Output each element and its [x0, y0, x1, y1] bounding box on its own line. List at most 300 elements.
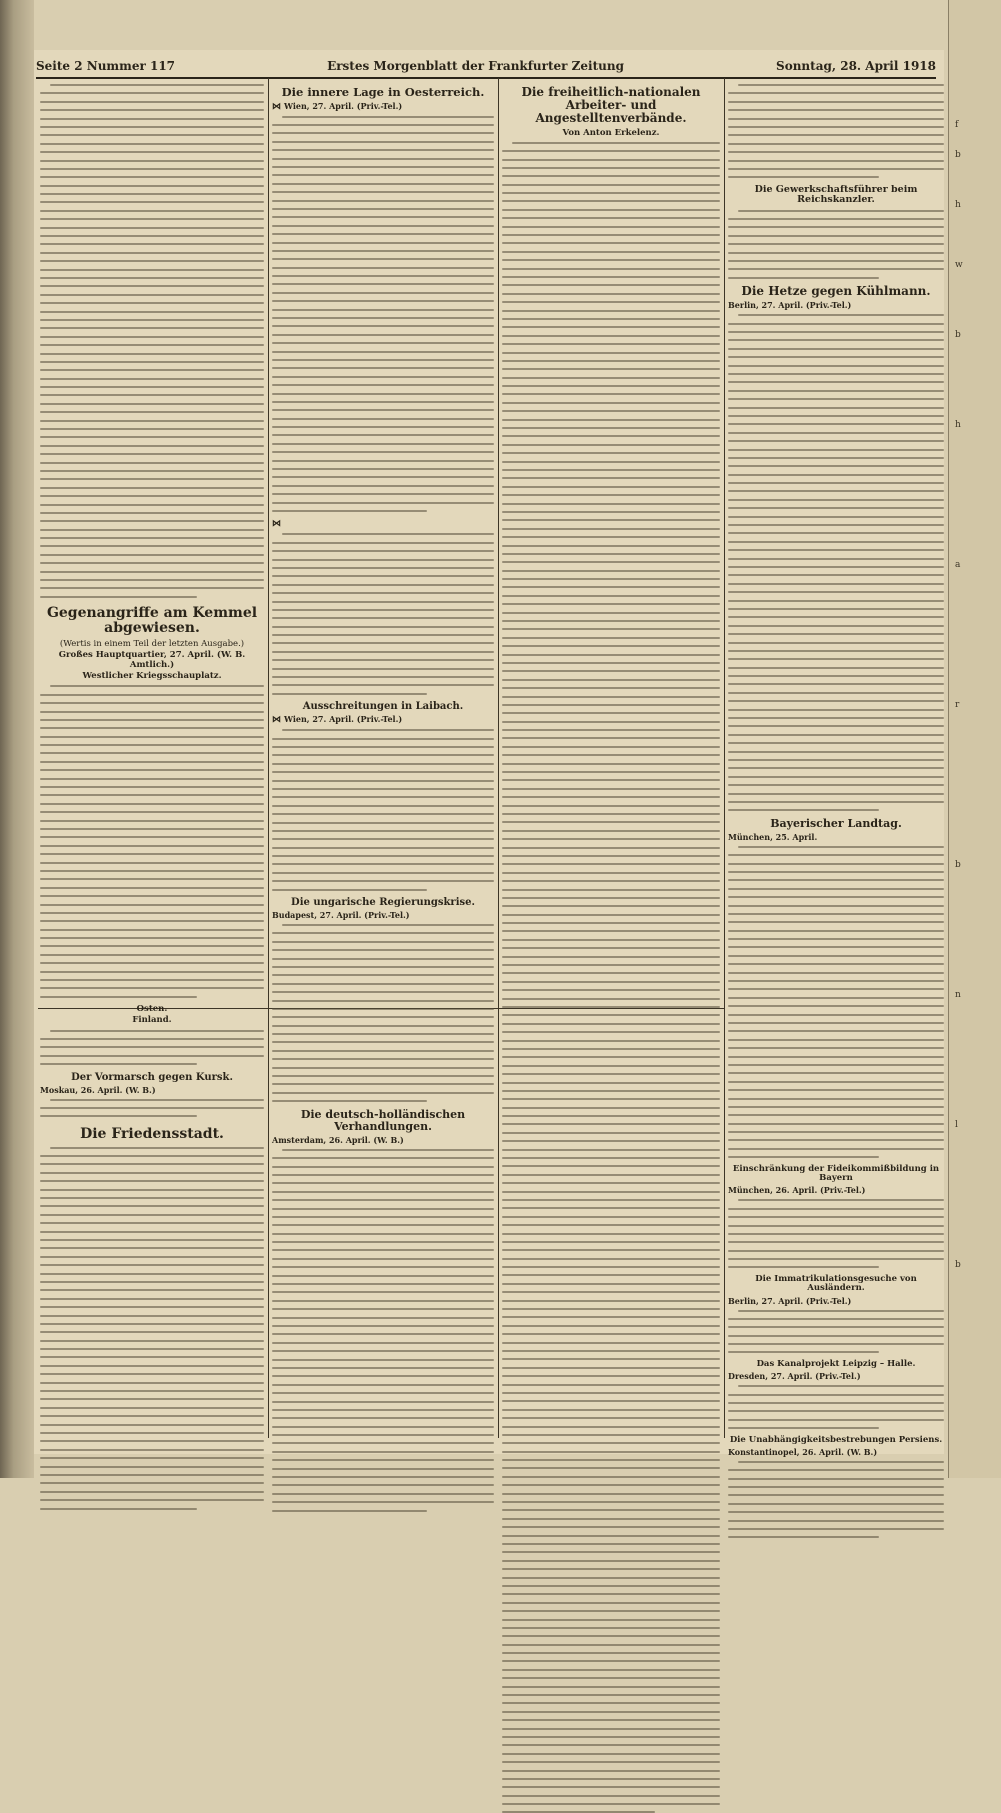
text-line — [502, 1342, 720, 1344]
text-line — [728, 226, 944, 228]
text-line — [40, 1055, 264, 1057]
text-line — [502, 553, 720, 555]
text-line — [272, 796, 494, 798]
text-line — [502, 603, 720, 605]
text-line — [272, 771, 494, 773]
text-line — [40, 445, 264, 447]
text-line — [40, 344, 264, 346]
text-line — [502, 159, 720, 161]
text-line — [728, 997, 944, 999]
text-line — [502, 1090, 720, 1092]
text-line — [40, 436, 264, 438]
text-line — [502, 712, 720, 714]
text-line — [272, 872, 494, 874]
text-line — [272, 626, 494, 628]
column-rule — [498, 78, 499, 1438]
text-line — [272, 1510, 427, 1512]
text-line — [502, 637, 720, 639]
text-line — [40, 820, 264, 822]
text-line — [40, 1499, 264, 1501]
text-line — [40, 719, 264, 721]
text-line — [728, 541, 944, 543]
text-line — [40, 1205, 264, 1207]
text-line — [40, 512, 264, 514]
text-line — [40, 1356, 264, 1358]
text-line — [502, 1216, 720, 1218]
issue-date: Sonntag, 28. April 1918 — [776, 59, 936, 73]
text-line — [728, 1089, 944, 1091]
text-line — [502, 1711, 720, 1713]
text-line — [502, 1006, 720, 1008]
text-line — [502, 1434, 720, 1436]
text-line — [40, 1163, 264, 1165]
text-line — [272, 932, 494, 934]
text-line — [272, 1191, 494, 1193]
text-line — [272, 601, 494, 603]
text-line — [502, 905, 720, 907]
text-line — [272, 174, 494, 176]
text-line — [272, 309, 494, 311]
text-line — [502, 779, 720, 781]
text-line — [40, 1491, 264, 1493]
text-line — [502, 1023, 720, 1025]
text-line — [40, 1180, 264, 1182]
text-line — [40, 1046, 264, 1048]
text-line — [40, 537, 264, 539]
text-line — [502, 696, 720, 698]
text-line — [272, 830, 494, 832]
text-line — [502, 586, 720, 588]
text-line — [502, 578, 720, 580]
subheadline: (Wertis in einem Teil der letzten Ausgabe.) — [59, 638, 245, 649]
text-line — [502, 1744, 720, 1746]
dateline: München, 25. April. — [728, 831, 818, 842]
text-line — [272, 367, 494, 369]
text-line — [502, 972, 720, 974]
text-line — [502, 1107, 720, 1109]
text-line — [728, 633, 944, 635]
headline: Gegenangriffe am Kemmel abgewiesen. — [46, 604, 258, 637]
text-line — [272, 684, 494, 686]
text-line — [728, 390, 944, 392]
text-line — [502, 1014, 720, 1016]
text-line — [728, 692, 944, 694]
text-line — [40, 945, 264, 947]
text-line — [728, 1511, 944, 1513]
text-line — [272, 1025, 494, 1027]
text-line — [272, 584, 494, 586]
text-line — [272, 283, 494, 285]
text-line — [272, 592, 494, 594]
text-block — [728, 314, 944, 811]
text-line — [40, 744, 264, 746]
text-line — [272, 166, 494, 168]
text-line — [272, 401, 494, 403]
text-line — [502, 654, 720, 656]
text-line — [738, 314, 944, 316]
headline: Die Hetze gegen Kühlmann. — [741, 284, 931, 299]
text-line — [272, 376, 494, 378]
text-line — [272, 1384, 494, 1386]
text-line — [728, 988, 944, 990]
text-line — [40, 954, 264, 956]
text-line — [728, 1139, 944, 1141]
text-line — [502, 1753, 720, 1755]
text-line — [272, 1208, 494, 1210]
text-line — [40, 1281, 264, 1283]
text-line — [502, 1191, 720, 1193]
text-line — [728, 1114, 944, 1116]
text-line — [272, 1067, 494, 1069]
text-block — [272, 924, 494, 1102]
text-line — [728, 407, 944, 409]
text-line — [502, 1056, 720, 1058]
text-line — [502, 1400, 720, 1402]
text-line — [272, 693, 427, 695]
text-line — [272, 1291, 494, 1293]
text-line — [272, 958, 494, 960]
text-line — [502, 1274, 720, 1276]
text-line — [40, 571, 264, 573]
text-line — [40, 302, 264, 304]
text-line — [272, 242, 494, 244]
text-line — [728, 871, 944, 873]
text-line — [502, 1392, 720, 1394]
text-line — [272, 267, 494, 269]
text-line — [272, 559, 494, 561]
text-line — [728, 1056, 944, 1058]
text-line — [502, 519, 720, 521]
text-line — [502, 268, 720, 270]
text-line — [502, 922, 720, 924]
text-line — [272, 200, 494, 202]
text-line — [40, 1331, 264, 1333]
text-line — [502, 452, 720, 454]
text-line — [40, 353, 264, 355]
text-line — [728, 583, 944, 585]
text-line — [502, 1568, 720, 1570]
text-line — [40, 979, 264, 981]
text-line — [40, 160, 264, 162]
text-line — [40, 786, 264, 788]
text-line — [272, 460, 494, 462]
text-line — [40, 218, 264, 220]
text-line — [272, 1182, 494, 1184]
text-line — [502, 167, 720, 169]
text-line — [728, 381, 944, 383]
text-line — [502, 704, 720, 706]
text-line — [728, 1536, 879, 1538]
text-line — [728, 759, 944, 761]
text-line — [728, 160, 944, 162]
text-line — [728, 143, 944, 145]
text-line — [728, 101, 944, 103]
text-line — [272, 634, 494, 636]
text-line — [502, 1518, 720, 1520]
text-line — [40, 1449, 264, 1451]
dateline: Budapest, 27. April. (Priv.-Tel.) — [272, 910, 410, 921]
text-line — [728, 955, 944, 957]
text-line — [728, 490, 944, 492]
text-line — [502, 1233, 720, 1235]
text-line — [502, 242, 720, 244]
text-line — [502, 1677, 720, 1679]
text-line — [728, 1351, 879, 1353]
text-line — [272, 550, 494, 552]
text-line — [728, 549, 944, 551]
subheadline: Finland. — [132, 1015, 172, 1026]
text-line — [502, 788, 720, 790]
text-line — [502, 1509, 720, 1511]
text-line — [502, 662, 720, 664]
text-line — [40, 971, 264, 973]
text-line — [502, 1602, 720, 1604]
text-line — [728, 323, 944, 325]
text-line — [728, 235, 944, 237]
text-line — [502, 234, 720, 236]
text-line — [272, 1426, 494, 1428]
text-line — [50, 1030, 264, 1032]
text-line — [728, 1258, 944, 1260]
text-line — [502, 1165, 720, 1167]
text-line — [40, 1172, 264, 1174]
text-line — [728, 151, 944, 153]
text-line — [728, 482, 944, 484]
text-line — [728, 751, 944, 753]
text-line — [40, 1214, 264, 1216]
text-line — [502, 410, 720, 412]
text-line — [40, 1382, 264, 1384]
text-line — [502, 872, 720, 874]
text-line — [272, 1241, 494, 1243]
text-line — [502, 1459, 720, 1461]
text-line — [738, 846, 944, 848]
text-line — [502, 947, 720, 949]
text-line — [272, 1468, 494, 1470]
text-line — [502, 1467, 720, 1469]
text-line — [728, 742, 944, 744]
text-line — [272, 426, 494, 428]
text-line — [728, 600, 944, 602]
text-line — [272, 141, 494, 143]
text-line — [272, 292, 494, 294]
text-line — [502, 536, 720, 538]
text-line — [502, 393, 720, 395]
text-line — [272, 1092, 494, 1094]
text-line — [728, 1225, 944, 1227]
text-line — [272, 1157, 494, 1159]
headline: Die Immatrikulationsgesuche von Ausländern. — [755, 1273, 917, 1294]
headline: Die Gewerkschaftsführer beim Reichskanzler. — [754, 183, 918, 206]
text-line — [502, 545, 720, 547]
text-line — [728, 268, 944, 270]
text-line — [40, 1306, 264, 1308]
text-line — [40, 1231, 264, 1233]
text-line — [502, 1098, 720, 1100]
text-line — [40, 1508, 197, 1510]
text-line — [40, 1398, 264, 1400]
subheadline: Westlicher Kriegsschauplatz. — [82, 671, 222, 682]
text-line — [502, 1593, 720, 1595]
text-line — [728, 176, 879, 178]
text-line — [40, 904, 264, 906]
text-line — [728, 963, 944, 965]
text-line — [502, 284, 720, 286]
text-line — [272, 609, 494, 611]
text-line — [502, 998, 720, 1000]
text-line — [728, 591, 944, 593]
text-line — [40, 870, 264, 872]
text-line — [728, 921, 944, 923]
text-line — [40, 920, 264, 922]
dateline: Moskau, 26. April. (W. B.) — [40, 1084, 156, 1095]
text-line — [272, 183, 494, 185]
text-line — [272, 250, 494, 252]
text-line — [738, 1199, 944, 1201]
text-line — [40, 235, 264, 237]
text-line — [728, 980, 944, 982]
text-line — [272, 1249, 494, 1251]
text-line — [502, 1266, 720, 1268]
text-line — [502, 721, 720, 723]
dateline: Berlin, 27. April. (Priv.-Tel.) — [728, 1295, 852, 1306]
text-line — [728, 1528, 944, 1530]
text-line — [728, 532, 944, 534]
text-line — [40, 109, 264, 111]
text-line — [272, 1308, 494, 1310]
text-line — [272, 880, 494, 882]
text-line — [40, 428, 264, 430]
text-line — [502, 889, 720, 891]
text-line — [40, 1415, 264, 1417]
text-line — [502, 830, 720, 832]
text-line — [502, 595, 720, 597]
text-line — [282, 533, 494, 535]
text-line — [272, 1266, 494, 1268]
text-line — [502, 763, 720, 765]
text-line — [502, 494, 720, 496]
text-line — [40, 987, 264, 989]
text-line — [272, 158, 494, 160]
text-line — [40, 403, 264, 405]
text-block — [40, 1030, 264, 1066]
text-block — [40, 685, 264, 997]
dateline: ⋈ Wien, 27. April. (Priv.-Tel.) — [272, 100, 403, 112]
text-line — [728, 784, 944, 786]
text-line — [728, 1486, 944, 1488]
text-line — [272, 788, 494, 790]
text-line — [40, 243, 264, 245]
text-line — [40, 420, 264, 422]
text-line — [502, 377, 720, 379]
text-block — [728, 84, 944, 178]
text-line — [502, 1224, 720, 1226]
text-line — [502, 1551, 720, 1553]
text-line — [272, 754, 494, 756]
text-line — [728, 168, 944, 170]
text-line — [502, 1728, 720, 1730]
text-line — [502, 628, 720, 630]
dateline: Konstantinopel, 26. April. (W. B.) — [728, 1446, 878, 1457]
masthead — [36, 58, 936, 79]
text-line — [272, 617, 494, 619]
text-line — [272, 342, 494, 344]
text-line — [40, 752, 264, 754]
text-line — [728, 558, 944, 560]
text-line — [502, 1476, 720, 1478]
text-line — [728, 675, 944, 677]
text-line — [40, 1289, 264, 1291]
text-block — [272, 116, 494, 512]
text-line — [40, 487, 264, 489]
dateline: Amsterdam, 26. April. (W. B.) — [272, 1134, 404, 1145]
text-line — [40, 210, 264, 212]
text-line — [502, 1417, 720, 1419]
text-line — [728, 1343, 944, 1345]
text-line — [40, 252, 264, 254]
text-line — [502, 880, 720, 882]
text-line — [272, 216, 494, 218]
text-line — [40, 1222, 264, 1224]
headline: Die Friedensstadt. — [80, 1126, 224, 1143]
text-line — [728, 767, 944, 769]
headline: Das Kanalprojekt Leipzig – Halle. — [756, 1358, 916, 1369]
text-line — [502, 469, 720, 471]
text-line — [728, 252, 944, 254]
text-line — [728, 398, 944, 400]
text-line — [40, 529, 264, 531]
text-line — [728, 709, 944, 711]
text-line — [728, 1106, 944, 1108]
text-line — [502, 1719, 720, 1721]
text-line — [728, 1098, 944, 1100]
text-line — [502, 293, 720, 295]
text-line — [272, 149, 494, 151]
text-line — [502, 435, 720, 437]
text-line — [502, 360, 720, 362]
text-line — [272, 780, 494, 782]
text-line — [728, 776, 944, 778]
text-line — [502, 897, 720, 899]
text-line — [502, 914, 720, 916]
text-line — [50, 1147, 264, 1149]
text-line — [728, 725, 944, 727]
text-line — [502, 184, 720, 186]
text-line — [502, 259, 720, 261]
text-line — [272, 838, 494, 840]
text-line — [502, 1442, 720, 1444]
text-line — [502, 805, 720, 807]
subheadline: Großes Hauptquartier, 27. April. (W. B. Amtlich.) — [58, 649, 246, 670]
text-line — [728, 339, 944, 341]
dateline: ⋈ — [272, 519, 281, 530]
text-line — [502, 1031, 720, 1033]
text-line — [272, 1367, 494, 1369]
text-line — [502, 1501, 720, 1503]
text-line — [40, 126, 264, 128]
text-line — [40, 845, 264, 847]
text-line — [728, 1233, 944, 1235]
text-line — [728, 1318, 944, 1320]
text-line — [272, 317, 494, 319]
text-line — [728, 516, 944, 518]
text-line — [40, 828, 264, 830]
text-line — [728, 1208, 944, 1210]
text-line — [728, 109, 944, 111]
text-line — [40, 1063, 197, 1065]
text-line — [50, 685, 264, 687]
text-line — [502, 1325, 720, 1327]
